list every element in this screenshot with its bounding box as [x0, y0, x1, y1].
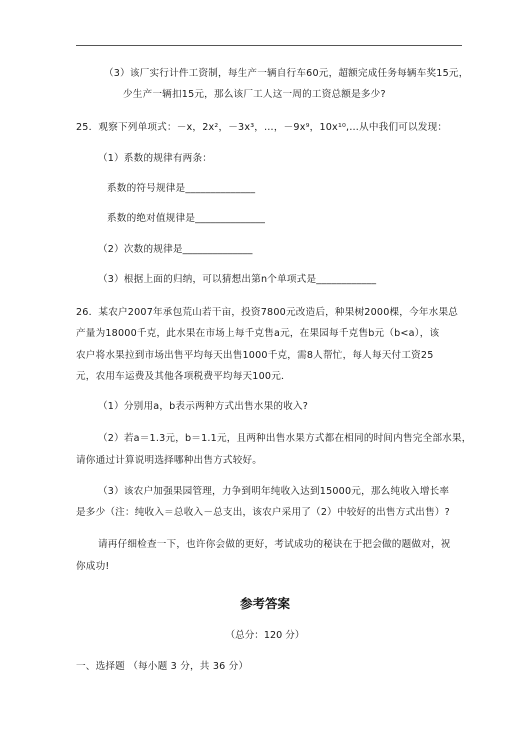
- header-rule: [76, 45, 462, 46]
- q26-part3-line1: （3）该农户加强果园管理，力争到明年纯收入达到15000元，那么纯收入增长率: [98, 486, 450, 497]
- q25-part1: （1）系数的规律有两条：: [98, 153, 213, 164]
- q25-coef-abs: 系数的绝对值规律是______________: [107, 213, 266, 224]
- section-heading-multiple-choice: 一、选择题 （每小题 3 分，共 36 分）: [76, 661, 249, 672]
- q24-part3-line1: （3）该厂实行计件工资制，每生产一辆自行车60元，超额完成任务每辆车奖15元，: [104, 68, 469, 79]
- total-score: （总分：120 分）: [225, 630, 305, 641]
- answer-key-title: 参考答案: [239, 596, 290, 611]
- q25-part2: （2）次数的规律是______________: [98, 244, 253, 255]
- q26-part2-line1: （2）若a＝1.3元，b＝1.1元，且两种出售水果方式都在相同的时间内售完全部水果，: [98, 433, 472, 444]
- q25-coef-sign: 系数的符号规律是______________: [107, 183, 256, 194]
- q26-stem-line3: 农户将水果拉到市场出售平均每天出售1000千克，需8人帮忙，每人每天付工资25: [76, 350, 434, 361]
- q26-part3-line2: 是多少（注：纯收入＝总收入－总支出，该农户采用了（2）中较好的出售方式出售）?: [76, 507, 450, 518]
- q26-stem-line4: 元，农用车运费及其他各项税费平均每天100元．: [76, 371, 291, 382]
- q26-stem-line2: 产量为18000千克，此水果在市场上每千克售a元，在果园每千克售b元（b<a），该: [76, 328, 440, 339]
- closing-line1: 请再仔细检查一下，也许你会做的更好，考试成功的秘诀在于把会做的题做对，祝: [98, 539, 451, 550]
- q26-part2-line2: 请你通过计算说明选择哪种出售方式较好。: [76, 455, 263, 466]
- closing-line2: 你成功!: [76, 561, 110, 572]
- q24-part3-line2: 少生产一辆扣15元，那么该厂工人这一周的工资总额是多少?: [123, 89, 386, 100]
- q25-part3: （3）根据上面的归纳，可以猜想出第n个单项式是____________: [98, 274, 377, 285]
- q25-stem: 25．观察下列单项式：－x，2x²，－3x³，…，－9x⁹，10x¹⁰,…从中我们可以发现：: [76, 122, 448, 133]
- q26-stem-line1: 26．某农户2007年承包荒山若干亩，投资7800元改造后，种果树2000棵，今年水果总: [76, 307, 459, 318]
- q26-part1: （1）分别用a，b表示两种方式出售水果的收入?: [98, 401, 309, 412]
